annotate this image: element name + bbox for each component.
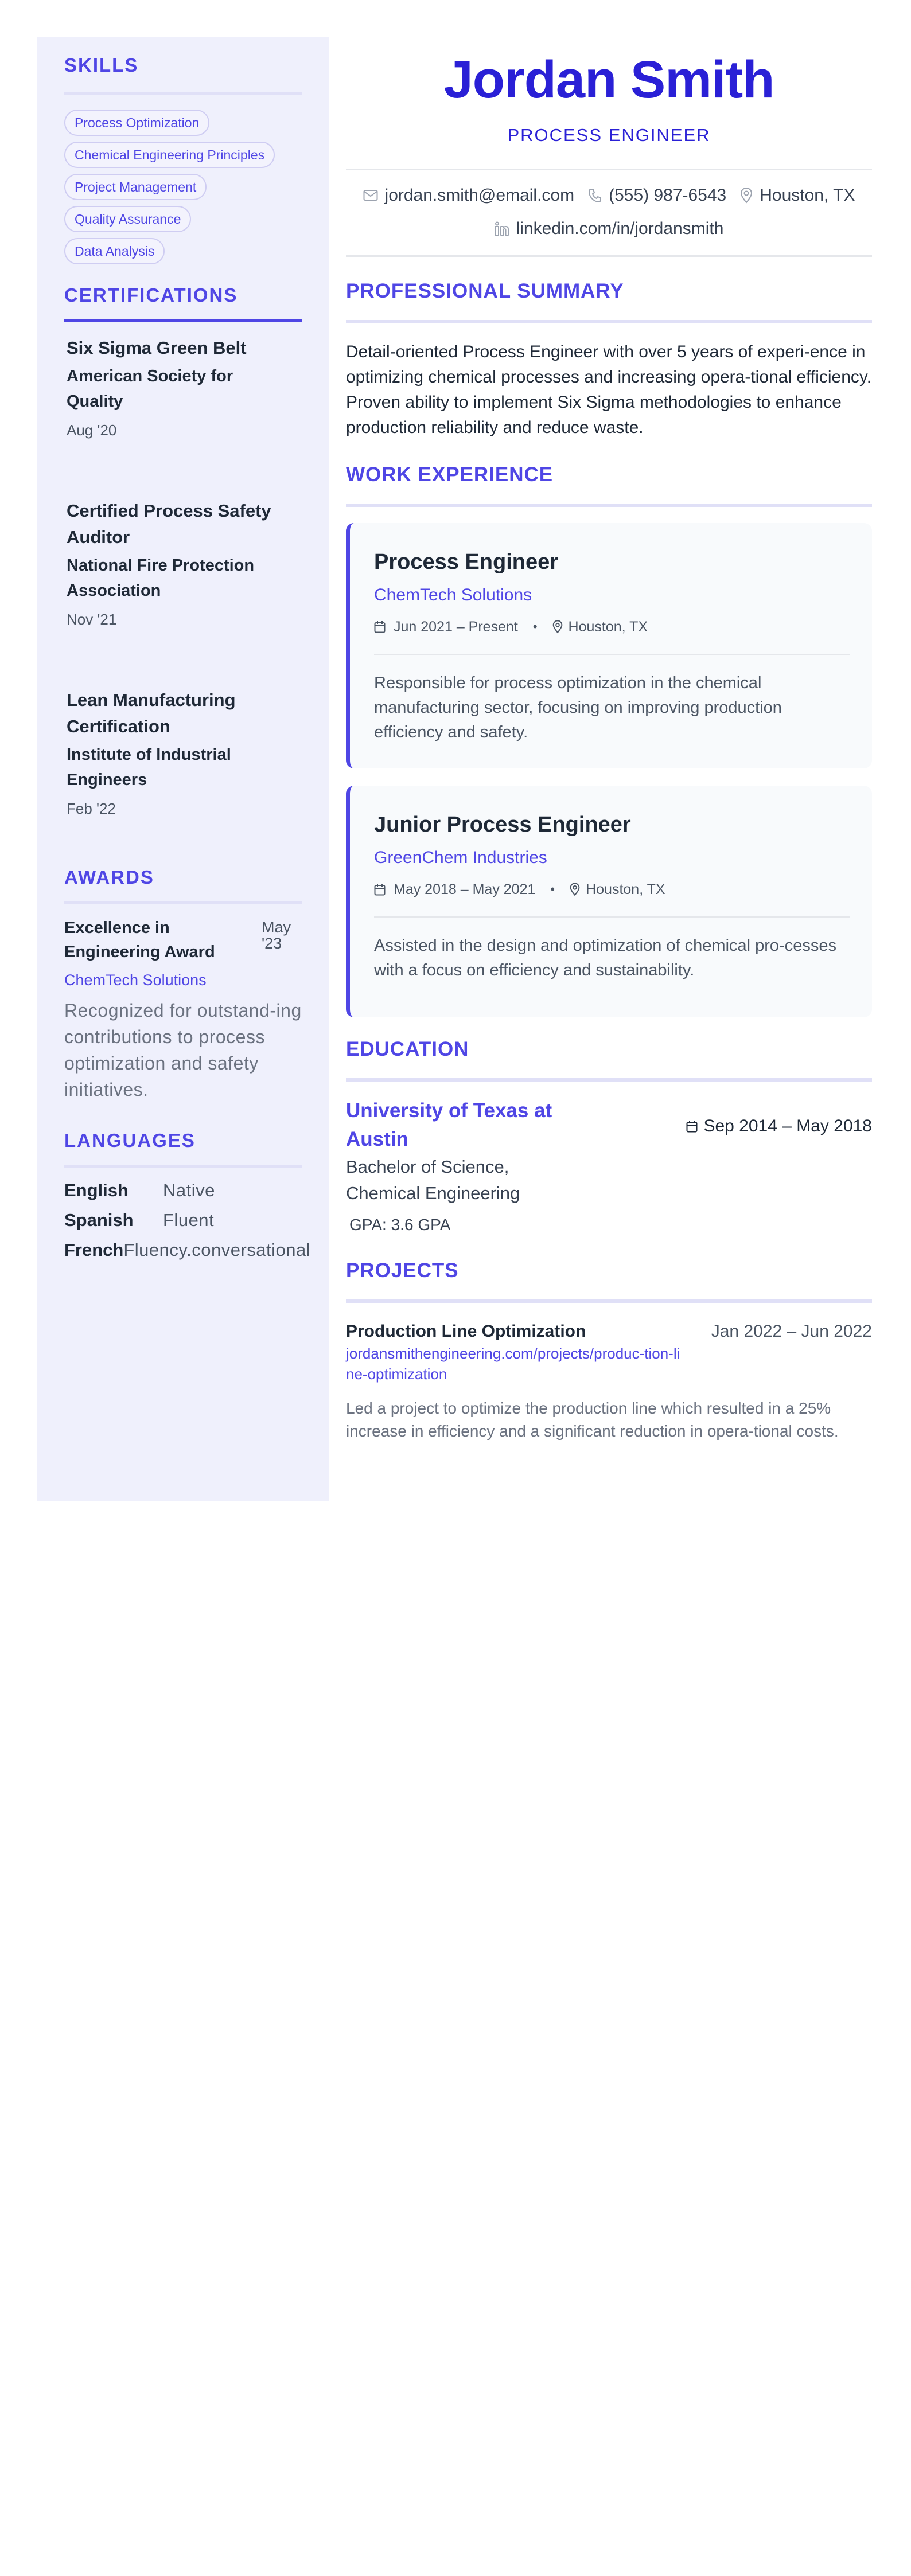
award-description: Recognized for outstand-ing contributions to process optimization and safety initiatives. [64,1000,302,1100]
language-row [64,1205,302,1235]
meta-separator: • [550,882,555,896]
skills-divider [64,92,302,95]
award-item [64,916,302,1103]
certification-title: Lean Manufacturing Certification [67,690,236,736]
job-title: Junior Process Engineer [374,813,631,837]
summary-text: Detail-oriented Process Engineer with over 5 years of experi-ence in optimizing chemical processes and increasing opera-tional efficiency. Proven ability to implement Six Sigma methodologies to enhance production reliability and reduce waste. [346,342,872,437]
education-header [346,1096,872,1154]
summary-divider [346,320,872,323]
certification-org: Institute of Industrial Engineers [67,746,231,789]
languages-heading: LANGUAGES [64,1130,196,1151]
skill-chip: Chemical Engineering Principles [64,142,275,168]
sidebar [37,37,329,1501]
location-pin-icon [552,620,563,634]
certifications-heading: CERTIFICATIONS [64,284,238,306]
education-gpa: GPA: 3.6 GPA [349,1216,451,1234]
language-name: English [64,1180,129,1200]
projects-section [346,1258,872,1443]
contact-location [740,184,855,207]
awards-heading: AWARDS [64,867,154,888]
job-company: ChemTech Solutions [374,586,532,604]
certification-date: Nov '21 [67,611,117,628]
project-link[interactable]: jordansmithengineering.com/projects/produc-tion-line-optimization [346,1345,680,1383]
job-location: Houston, TX [586,881,665,897]
location-pin-icon [740,188,753,204]
languages-divider [64,1165,302,1168]
education-section [346,1037,872,1236]
certification-item [64,335,282,440]
education-degree: Bachelor of Science, Chemical Engineering [346,1157,520,1203]
contact-email[interactable] [363,184,575,207]
phone-text: (555) 987-6543 [609,186,727,205]
skill-chip: Process Optimization [64,110,209,136]
contact-divider [346,255,872,257]
job-meta [374,880,850,899]
certification-item [64,687,282,819]
skill-chip: Quality Assurance [64,206,191,232]
summary-section [346,279,872,440]
summary-heading: PROFESSIONAL SUMMARY [346,280,624,302]
language-row [64,1176,302,1205]
award-header [64,916,302,964]
contact-phone[interactable] [588,184,726,207]
education-dates-wrap [686,1099,872,1154]
experience-heading: WORK EXPERIENCE [346,463,554,486]
certification-title: Certified Process Safety Auditor [67,501,271,547]
candidate-title: PROCESS ENGINEER [507,125,711,145]
main-content [346,37,872,1443]
award-org: ChemTech Solutions [64,971,207,989]
skill-chip: Project Management [64,174,207,200]
job-location: Houston, TX [568,619,648,635]
job-divider [374,916,850,918]
contact-row-2 [346,217,872,240]
language-level: Fluency.conversational [123,1240,311,1260]
email-text: jordan.smith@email.com [384,186,575,205]
project-title: Production Line Optimization [346,1322,586,1341]
phone-icon [588,188,602,203]
language-level: Native [163,1180,215,1200]
meta-separator: • [532,619,538,634]
resume-header [346,48,872,257]
language-level: Fluent [163,1210,215,1230]
certifications-divider [64,319,302,322]
projects-divider [346,1299,872,1303]
linkedin-icon [495,221,509,236]
experience-section [346,462,872,1017]
certification-org: National Fire Protection Association [67,556,255,600]
project-item [346,1320,872,1443]
certifications-section [64,284,302,819]
job-title: Process Engineer [374,550,559,574]
awards-divider [64,901,302,904]
linkedin-text: linkedin.com/in/jordansmith [516,219,724,238]
award-date: May '23 [262,919,291,952]
language-name: Spanish [64,1210,134,1230]
education-item [346,1096,872,1236]
job-company: GreenChem Industries [374,848,547,867]
job-dates: Jun 2021 – Present [394,619,518,635]
language-name: French [64,1240,124,1260]
header-divider [346,169,872,170]
skill-chip: Data Analysis [64,238,165,264]
language-row [64,1235,311,1265]
mail-icon [363,189,378,202]
location-text: Houston, TX [760,186,855,205]
project-description: Led a project to optimize the production line which resulted in a 25% increase in efficiency and a significant reduction in opera-tional costs. [346,1399,839,1440]
education-divider [346,1078,872,1082]
certification-org: American Society for Quality [67,367,233,411]
skills-section [64,54,302,264]
skills-list [64,110,302,264]
education-heading: EDUCATION [346,1038,469,1060]
awards-section [64,866,302,1103]
calendar-icon [374,883,386,896]
certification-date: Aug '20 [67,421,117,439]
candidate-name: Jordan Smith [443,50,774,109]
languages-section [64,1129,311,1265]
job-meta [374,617,850,637]
calendar-icon [686,1120,698,1133]
job-card [346,523,872,768]
projects-heading: PROJECTS [346,1259,459,1282]
job-divider [374,654,850,655]
certification-title: Six Sigma Green Belt [67,338,247,358]
certification-date: Feb '22 [67,800,116,817]
job-description: Responsible for process optimization in the chemical manufacturing sector, focusing on improving production efficiency and safety. [374,674,782,741]
job-dates: May 2018 – May 2021 [394,881,536,897]
certification-item [64,498,299,630]
skills-heading: SKILLS [64,54,139,76]
contact-row [346,184,872,207]
education-dates: Sep 2014 – May 2018 [703,1117,872,1135]
job-card [346,786,872,1017]
job-description: Assisted in the design and optimization of chemical pro-cesses with a focus on efficiency and sustainability. [374,936,836,979]
calendar-icon [374,620,386,633]
contact-linkedin[interactable] [495,217,724,240]
project-dates: Jan 2022 – Jun 2022 [711,1322,872,1341]
project-header [346,1320,872,1343]
education-school: University of Texas at Austin [346,1099,552,1150]
location-pin-icon [570,883,580,896]
award-title: Excellence in Engineering Award [64,919,215,961]
experience-divider [346,504,872,507]
